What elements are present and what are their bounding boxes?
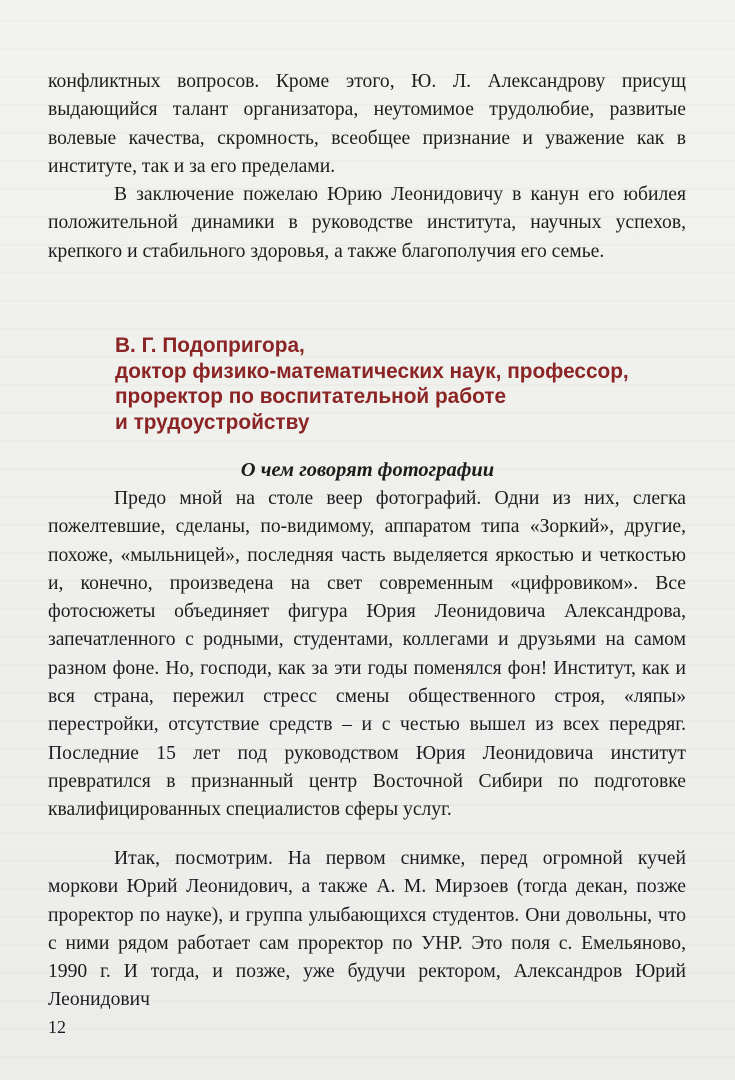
author-position-line2: и трудоустройству bbox=[115, 410, 310, 434]
author-name: В. Г. Подопригора, bbox=[115, 334, 305, 357]
article-title: О чем говорят фотографии bbox=[240, 459, 495, 481]
paragraph-first-photo: Итак, посмотрим. На первом снимке, перед огромной кучей моркови Юрий Леонидович, а также А. М. Мирзоев (тогда декан, позже проректор по науке), и группа улыбающихся студентов. Они довольны, что с ними рядом работает сам проректор по УНР. Это поля с. Емельяново, 1990 г. И тогда, и позже, уже будучи ректором, Александров Юрий Леонидович bbox=[48, 848, 686, 1011]
article-body bbox=[48, 485, 686, 825]
page-number: 12 bbox=[48, 1017, 66, 1037]
author-position-line1: проректор по воспитательной работе bbox=[115, 385, 507, 409]
article-body-continued bbox=[48, 845, 686, 1015]
paragraph-closing-wish: В заключение пожелаю Юрию Леонидовичу в канун его юбилея положительной динамики в руководстве института, научных успехов, крепкого и стабильного здоровья, а также благополучия его семье. bbox=[48, 184, 686, 262]
author-heading bbox=[115, 333, 695, 435]
paragraph-photos: Предо мной на столе веер фотографий. Одни из них, слегка пожелтевшие, сделаны, по-видимому, аппаратом типа «Зоркий», другие, похоже, «мыльницей», последняя часть выделяется яркостью и четкостью и, конечно, произведена на свет современным «цифровиком». Все фотосюжеты объединяет фигура Юрия Леонидовича Александрова, запечатленного с родными, студентами, коллегами и друзьями на самом разном фоне. Но, господи, как за эти годы поменялся фон! Институт, как и вся страна, пережил стресс смены общественного строя, «ляпы» перестройки, отсутствие средств – и с честью вышел из всех передряг. Последние 15 лет под руководством Юрия Леонидовича институт превратился в признанный центр Восточной Сибири по подготовке квалифицированных специалистов сферы услуг. bbox=[48, 488, 686, 821]
paragraph-continuation: конфликтных вопросов. Кроме этого, Ю. Л. Александрову присущ выдающийся талант организатора, неутомимое трудолюбие, развитые волевые качества, скромность, всеобщее признание и уважение как в институте, так и за его пределами. bbox=[48, 71, 686, 177]
author-degree: доктор физико-математических наук, профессор, bbox=[115, 359, 629, 383]
intro-text-block bbox=[48, 68, 686, 266]
